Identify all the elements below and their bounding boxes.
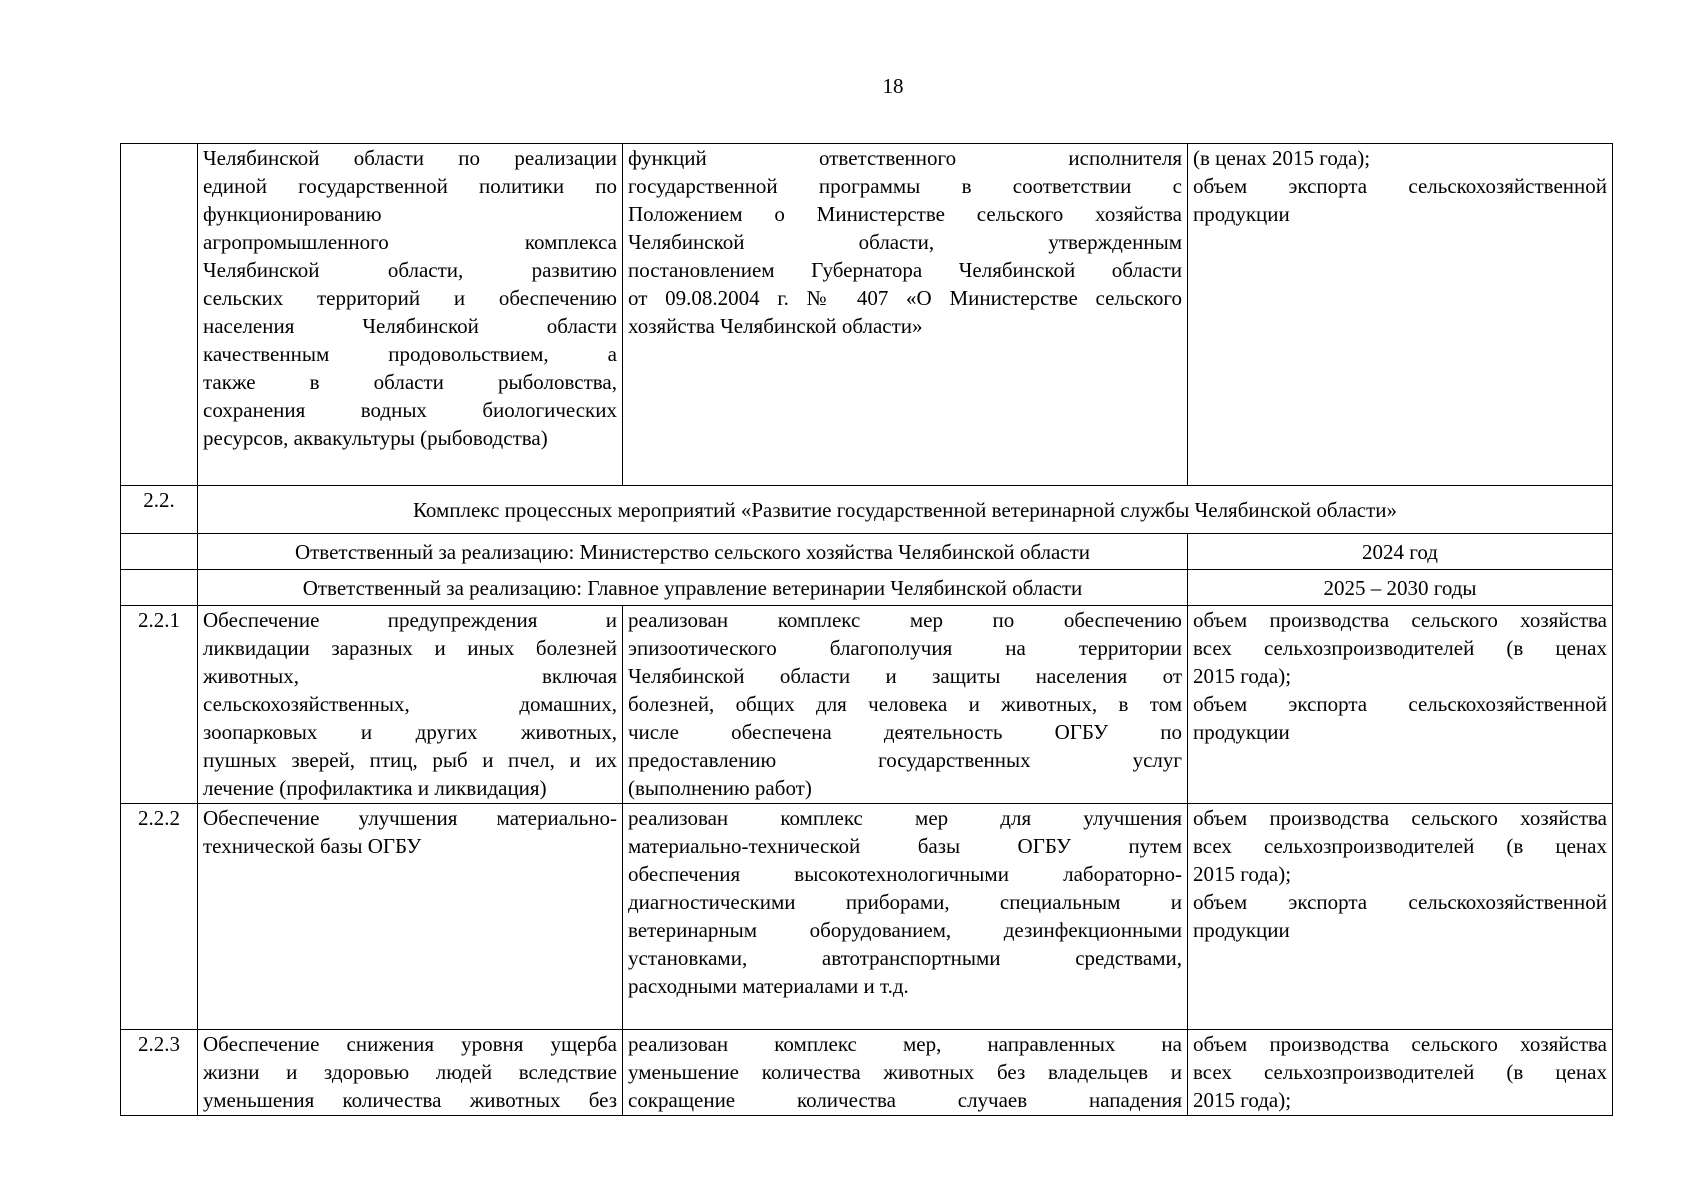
result-cell: функций ответственного исполнителя государственной программы в соответствии с Положением о Министерстве сельского хозяйства Челябинской области, утвержденным постановлением Губернатора Челябинской области от 09.08.2004 г. № 407 «О Министерстве сельского хозяйства Челябинской области» [623,144,1188,486]
table-row [121,1030,1613,1116]
section-row [121,486,1613,534]
row-number-cell: 2.2.3 [121,1030,198,1116]
activity-cell: Челябинской области по реализации единой государственной политики по функционированию агропромышленного комплекса Челябинской области, развитию сельских территорий и обеспечению населения Челябинской области качественным продовольствием, а также в области рыболовства, сохранения водных биологических ресурсов, аквакультуры (рыбоводства) [198,144,623,486]
indicator-cell: (в ценах 2015 года); объем экспорта сельскохозяйственной продукции [1188,144,1613,486]
row-number-cell: 2.2.2 [121,804,198,1030]
responsible-text: Ответственный за реализацию: Министерство сельского хозяйства Челябинской области [198,534,1188,570]
row-number-cell [121,144,198,486]
table-row [121,606,1613,804]
period-text: 2024 год [1188,534,1613,570]
indicator-cell: объем производства сельского хозяйства всех сельхозпроизводителей (в ценах 2015 года); объем экспорта сельскохозяйственной продукции [1188,804,1613,1030]
program-table [120,143,1613,1116]
activity-cell: Обеспечение снижения уровня ущерба жизни и здоровью людей вследствие уменьшения количества животных без [198,1030,623,1116]
indicator-cell: объем производства сельского хозяйства всех сельхозпроизводителей (в ценах 2015 года); объем экспорта сельскохозяйственной продукции [1188,606,1613,804]
result-cell: реализован комплекс мер, направленных на уменьшение количества животных без владельцев и сокращение количества случаев нападения [623,1030,1188,1116]
row-number-cell [121,570,198,606]
row-number-cell: 2.2.1 [121,606,198,804]
activity-cell: Обеспечение предупреждения и ликвидации заразных и иных болезней животных, включая сельскохозяйственных, домашних, зоопарковых и других животных, пушных зверей, птиц, рыб и пчел, и их лечение (профилактика и ликвидация) [198,606,623,804]
responsible-row [121,534,1613,570]
result-cell: реализован комплекс мер по обеспечению эпизоотического благополучия на территории Челябинской области и защиты населения от болезней, общих для человека и животных, в том числе обеспечена деятельность ОГБУ по предоставлению государственных услуг (выполнению работ) [623,606,1188,804]
table-row [121,804,1613,1030]
section-number: 2.2. [121,486,198,534]
indicator-cell: объем производства сельского хозяйства всех сельхозпроизводителей (в ценах 2015 года); [1188,1030,1613,1116]
result-cell: реализован комплекс мер для улучшения материально-технической базы ОГБУ путем обеспечения высокотехнологичными лабораторно- диагностическими приборами, специальным и ветеринарным оборудованием, дезинфекционными установками, автотранспортными средствами, расходными материалами и т.д. [623,804,1188,1030]
section-title: Комплекс процессных мероприятий «Развитие государственной ветеринарной службы Челябинской области» [198,486,1613,534]
activity-cell: Обеспечение улучшения материально- технической базы ОГБУ [198,804,623,1030]
period-text: 2025 – 2030 годы [1188,570,1613,606]
table-row [121,144,1613,486]
responsible-row [121,570,1613,606]
row-number-cell [121,534,198,570]
responsible-text: Ответственный за реализацию: Главное управление ветеринарии Челябинской области [198,570,1188,606]
page-number: 18 [882,74,904,98]
